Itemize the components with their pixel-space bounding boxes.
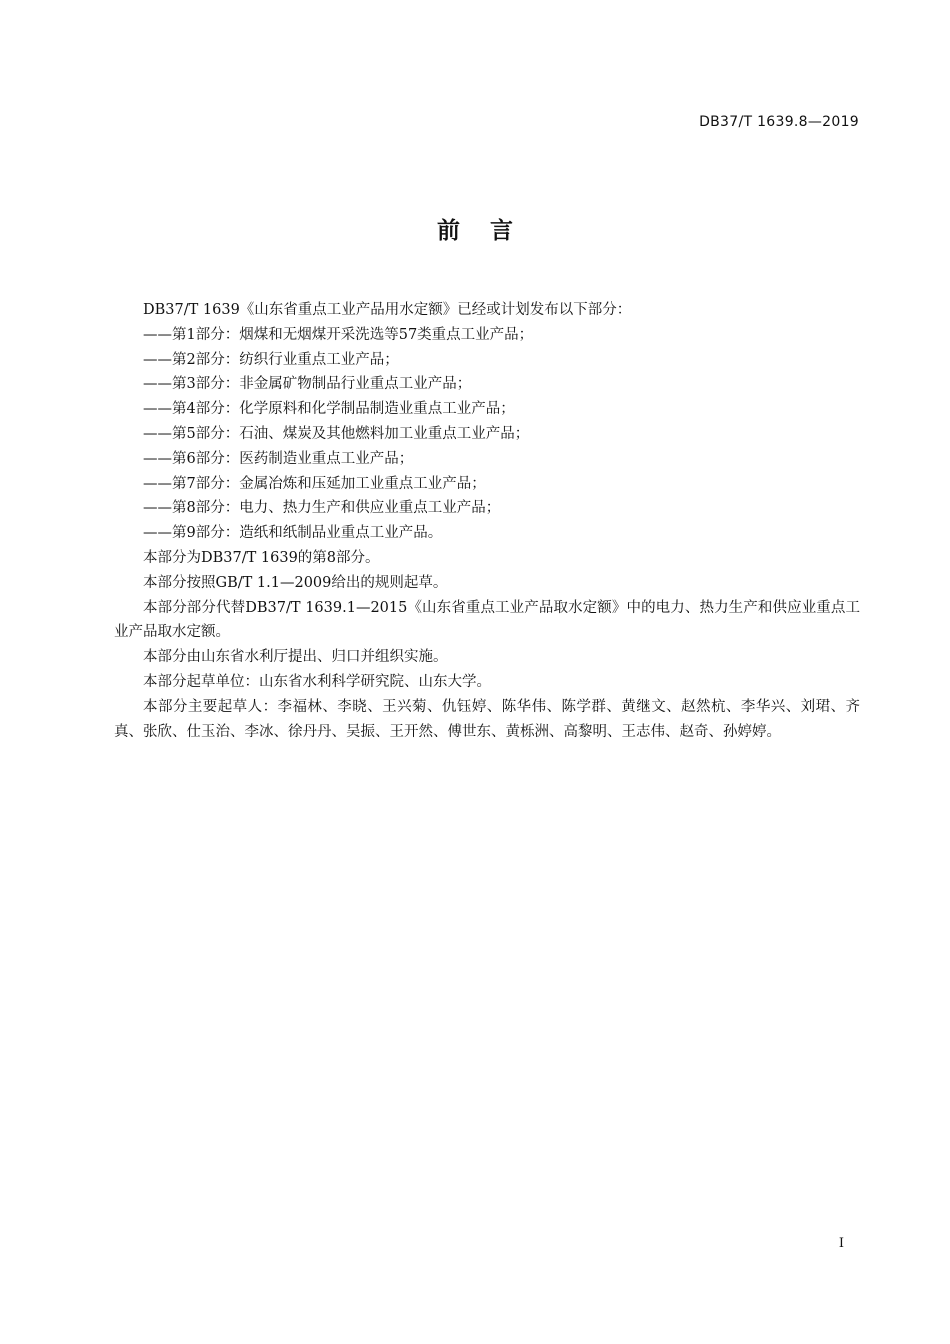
page-title: 前言 [437, 218, 543, 244]
part-list-item: ——第6部分：医药制造业重点工业产品； [143, 450, 414, 467]
paragraph-drafting-rules: 本部分按照GB/T 1.1—2009给出的规则起草。 [143, 574, 448, 591]
part-list-item: ——第5部分：石油、煤炭及其他燃料加工业重点工业产品； [143, 425, 530, 442]
paragraph-part-number: 本部分为DB37/T 1639的第8部分。 [143, 549, 380, 566]
paragraph-drafting-units: 本部分起草单位：山东省水利科学研究院、山东大学。 [143, 673, 491, 690]
part-list-item: ——第2部分：纺织行业重点工业产品； [143, 351, 399, 368]
paragraph-proposer: 本部分由山东省水利厅提出、归口并组织实施。 [143, 649, 448, 666]
standard-code: DB37/T 1639.8—2019 [699, 114, 859, 130]
paragraph-drafters: 本部分主要起草人：李福林、李晓、王兴菊、仇钰婷、陈华伟、陈学群、黄继文、赵然杭、李华兴、刘珺、齐真、张欣、仕玉治、李冰、徐丹丹、吴振、王开然、傅世东、黄栎洲、高黎明、王志伟、赵奇、孙婷婷。 [114, 698, 860, 740]
intro-paragraph: DB37/T 1639《山东省重点工业产品用水定额》已经或计划发布以下部分： [143, 302, 632, 318]
paragraph-replacement: 本部分部分代替DB37/T 1639.1—2015《山东省重点工业产品取水定额》中的电力、热力生产和供应业重点工业产品取水定额。 [114, 599, 860, 641]
foreword-body [114, 298, 860, 744]
part-list-item: ——第4部分：化学原料和化学制品制造业重点工业产品； [143, 401, 515, 418]
page-number: I [838, 1236, 844, 1251]
part-list-item: ——第9部分：造纸和纸制品业重点工业产品。 [143, 525, 443, 542]
part-list-item: ——第7部分：金属冶炼和压延加工业重点工业产品； [143, 475, 486, 492]
part-list-item: ——第8部分：电力、热力生产和供应业重点工业产品； [143, 500, 501, 517]
part-list-item: ——第3部分：非金属矿物制品行业重点工业产品； [143, 376, 472, 393]
part-list-item: ——第1部分：烟煤和无烟煤开采洗选等57类重点工业产品； [143, 326, 534, 343]
